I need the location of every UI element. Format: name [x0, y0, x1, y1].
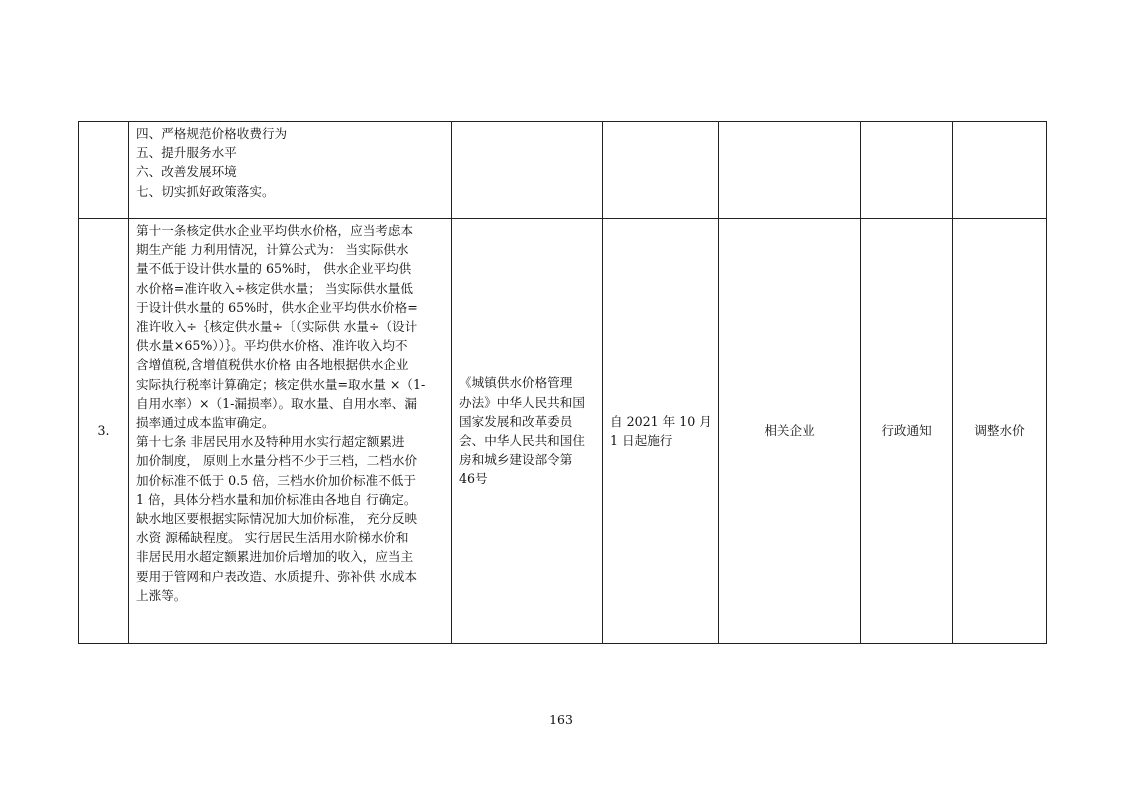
cell-no: [79, 122, 129, 219]
cell-method: [861, 122, 953, 219]
regulation-table: [78, 121, 1047, 644]
content-line: 实际执行税率计算确定；核定供水量=取水量 ×（1-: [136, 376, 426, 392]
content-line: 期生产能 力利用情况，计算公式为： 当实际供水: [136, 242, 409, 258]
content-line: 六、改善发展环境: [136, 164, 237, 180]
content-line: 于设计供水量的 65%时，供水企业平均供水价格=: [136, 299, 418, 315]
basis-line: 国家发展和改革委员: [459, 413, 573, 429]
content-line: 四、严格规范价格收费行为: [136, 126, 288, 141]
page-number: 163: [549, 712, 573, 727]
cell-matter: 调整水价: [953, 219, 1047, 644]
content-line: 第十七条 非居民用水及特种用水实行超定额累进: [136, 434, 405, 450]
content-line: 加价标准不低于 0.5 倍，三档水价加价标准不低于: [136, 472, 416, 488]
cell-content: [129, 219, 452, 644]
basis-line: 《城镇供水价格管理: [459, 375, 573, 391]
content-line: 上涨等。: [136, 587, 187, 603]
basis-line: 会、中华人民共和国住: [459, 433, 585, 448]
content-line: 损率通过成本监审确定。: [136, 415, 275, 431]
cell-subject: [719, 122, 861, 219]
content-line: 含增值税,含增值税供水价格 由各地根据供水企业: [136, 357, 409, 373]
basis-line: 办法》中华人民共和国: [459, 394, 585, 410]
table-row: [79, 219, 1047, 644]
content-line: 水价格=准许收入÷核定供水量； 当实际供水量低: [136, 280, 413, 296]
cell-content: [129, 122, 452, 219]
effective-line: 自 2021 年 10 月: [610, 413, 712, 429]
content-line: 量不低于设计供水量的 65%时， 供水企业平均供: [136, 261, 412, 277]
content-line: 第十一条核定供水企业平均供水价格，应当考虑本: [136, 223, 414, 238]
cell-basis: [452, 122, 603, 219]
table-row: [79, 122, 1047, 219]
content-line: 自用水率）×（1-漏损率）。取水量、自用水率、漏: [136, 395, 417, 411]
content-line: 水资 源稀缺程度。 实行居民生活用水阶梯水价和: [136, 530, 409, 546]
effective-line: 1 日起施行: [610, 433, 673, 448]
content-line: 加价制度， 原则上水量分档不少于三档，二档水价: [136, 453, 418, 469]
cell-subject: 相关企业: [719, 219, 861, 644]
cell-basis: [452, 219, 603, 644]
content-line: 非居民用水超定额累进加价后增加的收入，应当主: [136, 549, 414, 565]
cell-method: 行政通知: [861, 219, 953, 644]
content-line: 五、提升服务水平: [136, 145, 237, 161]
basis-line: 房和城乡建设部令第: [459, 452, 573, 468]
cell-effective: [603, 219, 719, 644]
cell-matter: [953, 122, 1047, 219]
content-line: 准许收入÷｛核定供水量÷〔（实际供 水量÷（设计: [136, 319, 418, 335]
content-line: 缺水地区要根据实际情况加大加价标准， 充分反映: [136, 511, 418, 527]
content-line: 1 倍，具体分档水量和加价标准由各地自 行确定。: [136, 491, 417, 507]
content-line: 供水量×65%））｝。平均供水价格、准许收入均不: [136, 338, 408, 354]
cell-effective: [603, 122, 719, 219]
cell-no: 3.: [79, 219, 129, 644]
content-line: 要用于管网和户表改造、水质提升、弥补供 水成本: [136, 568, 418, 584]
content-line: 七、切实抓好政策落实。: [136, 183, 275, 199]
basis-line: 46号: [459, 471, 488, 487]
